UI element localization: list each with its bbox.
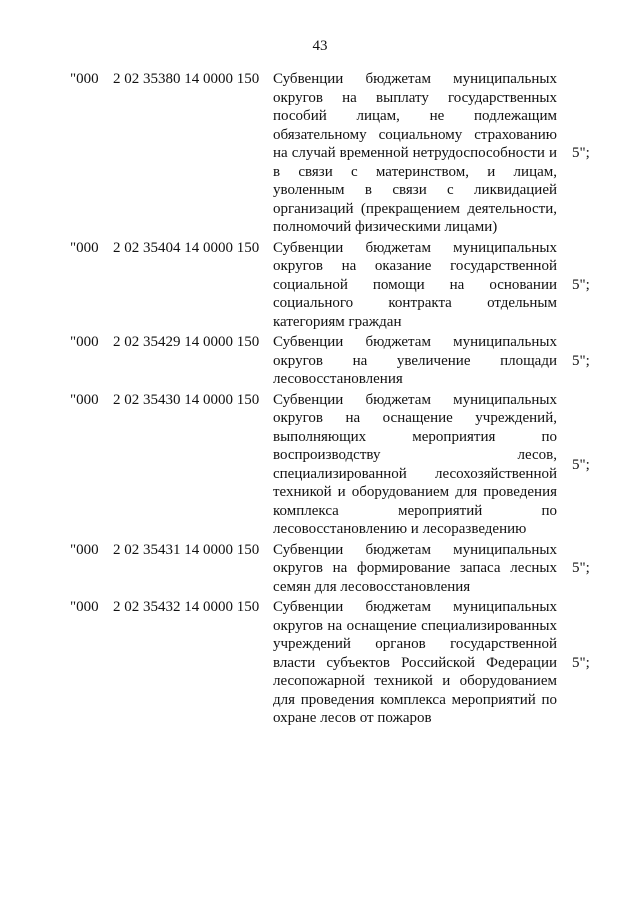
revenue-description: Субвенции бюджетам муниципальных округов на формирование запаса лесных семян для лесовосстановления [273,541,557,595]
admin-code: "000 [70,71,99,87]
table-row [0,239,640,332]
table-row [0,333,640,389]
row-value: 5"; [572,456,590,473]
admin-code: "000 [70,599,99,615]
admin-code: "000 [70,391,99,408]
revenue-description: Субвенции бюджетам муниципальных округов на выплату государственных пособий лицам, не подлежащим обязательному социальному страхованию на случай временной нетрудоспособности и в связи с материнством, и лицам, уволенным в связи с ликвидацией организаций (прекращением деятельности, полномочий физическими лицами) [273,71,557,235]
table-row [0,70,640,237]
row-value: 5"; [572,145,590,161]
budget-table [0,70,640,730]
budget-classification-code: 2 02 35380 14 0000 150 [113,71,260,87]
budget-classification-code: 2 02 35432 14 0000 150 [113,599,260,615]
admin-code: "000 [70,239,99,256]
revenue-description: Субвенции бюджетам муниципальных округов на оказание государственной социальной помощи на основании социального контракта отдельным категориям граждан [273,239,557,330]
admin-code: "000 [70,541,99,558]
admin-code: "000 [70,334,99,350]
budget-classification-code: 2 02 35431 14 0000 150 [113,541,260,558]
row-value: 5"; [572,276,590,293]
table-row [0,541,640,597]
table-row [0,391,640,539]
revenue-description: Субвенции бюджетам муниципальных округов на оснащение учреждений, выполняющих мероприятия по воспроизводству лесов, специализированной лесохозяйственной техникой и оборудованием для проведения комплекса мероприятий по лесовосстановлению и лесоразведению [273,391,557,537]
budget-classification-code: 2 02 35404 14 0000 150 [113,239,260,256]
budget-classification-code: 2 02 35429 14 0000 150 [113,334,260,350]
revenue-description: Субвенции бюджетам муниципальных округов на увеличение площади лесовосстановления [273,334,557,387]
row-value: 5"; [572,654,590,671]
row-value: 5"; [572,560,590,576]
row-value: 5"; [572,352,590,369]
table-row [0,598,640,728]
budget-classification-code: 2 02 35430 14 0000 150 [113,391,260,408]
page-number: 43 [312,38,328,54]
revenue-description: Субвенции бюджетам муниципальных округов на оснащение специализированных учреждений органов государственной власти субъектов Российской Федерации лесопожарной техникой и оборудованием для проведения комплекса мероприятий по охране лесов от пожаров [273,599,557,726]
